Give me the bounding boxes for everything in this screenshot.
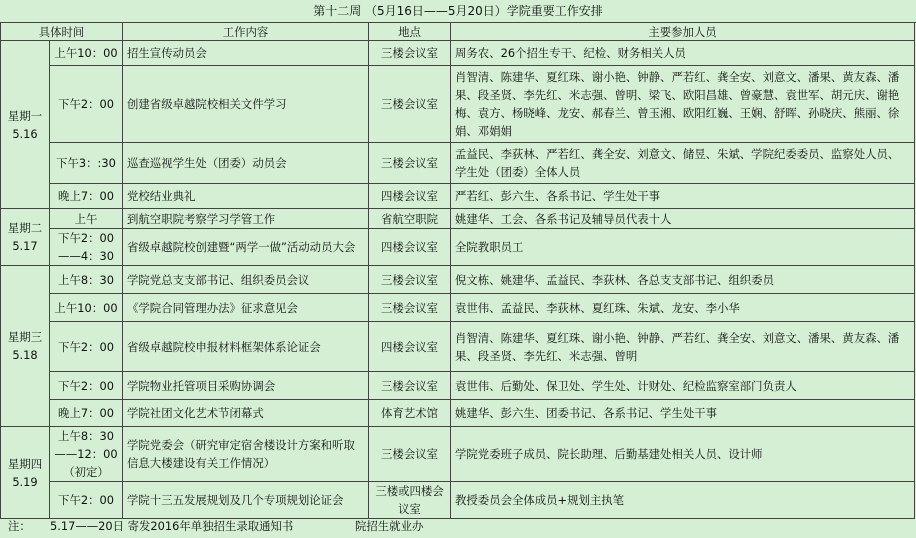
people-cell: 学院党委班子成员、院长助理、后勤基建处相关人员、设计师 [451, 427, 915, 482]
people-cell: 姚建华、工会、各系书记及辅导员代表十人 [451, 209, 915, 229]
time-cell: 上午8：30——12：00（初定） [50, 427, 123, 482]
time-cell: 上午10：00 [50, 294, 123, 322]
place-cell: 三楼会议室 [369, 427, 451, 482]
task-cell: 学院十三五发展规划及几个专项规划论证会 [123, 482, 369, 519]
day-label: 星期四 [7, 456, 43, 471]
table-row [1, 66, 915, 143]
task-cell: 《学院合同管理办法》征求意见会 [123, 294, 369, 322]
time-cell: 下午2：00 [50, 482, 123, 519]
task-cell: 创建省级卓越院校相关文件学习 [123, 66, 369, 143]
note-label: 注： [8, 519, 31, 533]
day-date: 5.18 [12, 348, 38, 362]
place-cell: 三楼会议室 [369, 41, 451, 66]
table-row [1, 184, 915, 209]
note-text: 5.17——20日 寄发2016年单独招生录取通知书 [50, 519, 294, 533]
time-cell: 晚上7：00 [50, 184, 123, 209]
table-row [1, 143, 915, 184]
people-cell: 肖智清、陈建华、夏红珠、谢小艳、钟静、严若红、龚全安、刘意文、潘果、黄友森、潘果、段圣贤、李先红、米志强、曾明 [451, 322, 915, 372]
time-cell: 下午2：00 [50, 66, 123, 143]
footer-note [8, 517, 908, 535]
header-task: 工作内容 [123, 23, 369, 41]
page-title: 第十二周 （5月16日——5月20日）学院重要工作安排 [0, 0, 916, 23]
table-row [1, 372, 915, 400]
time-cell: 上午 [50, 209, 123, 229]
place-cell: 三楼会议室 [369, 66, 451, 143]
table-row [1, 400, 915, 427]
table-row [1, 427, 915, 482]
task-cell: 省级卓越院校申报材料框架体系论证会 [123, 322, 369, 372]
place-cell: 四楼会议室 [369, 184, 451, 209]
people-cell: 严若红、彭六生、各系书记、学生处干事 [451, 184, 915, 209]
time-cell: 晚上7：00 [50, 400, 123, 427]
day-cell-thursday [1, 427, 50, 519]
place-cell: 四楼会议室 [369, 229, 451, 266]
place-cell: 三楼会议室 [369, 266, 451, 294]
time-cell: 上午8：30 [50, 266, 123, 294]
table-row [1, 294, 915, 322]
time-cell: 上午10：00 [50, 41, 123, 66]
header-time: 具体时间 [1, 23, 123, 41]
place-cell: 三楼或四楼会议室 [369, 482, 451, 519]
table-row [1, 229, 915, 266]
time-cell: 下午3：:30 [50, 143, 123, 184]
people-cell: 肖智清、陈建华、夏红珠、谢小艳、钟静、严若红、龚全安、刘意文、潘果、黄友森、潘果、段圣贤、李先红、米志强、曾明、梁飞、欧阳昌雄、曾豪慧、袁世军、胡元庆、谢艳梅、袁方、杨晓峰、龙安、郝春兰、曾玉湘、欧阳红巍、王娴、舒晖、孙晓庆、熊丽、徐娟、邓娟娟 [451, 66, 915, 143]
header-people: 主要参加人员 [451, 23, 915, 41]
people-cell: 孟益民、李荻林、严若红、龚全安、刘意文、储昱、朱斌、学院纪委委员、监察处人员、学生处（团委）全体人员 [451, 143, 915, 184]
people-cell: 姚建华、彭六生、团委书记、各系书记、学生处干事 [451, 400, 915, 427]
day-cell-wednesday [1, 266, 50, 427]
task-cell: 党校结业典礼 [123, 184, 369, 209]
task-cell: 省级卓越院校创建暨“两学一做”活动动员大会 [123, 229, 369, 266]
table-row [1, 209, 915, 229]
table-row [1, 41, 915, 66]
task-cell: 学院社团文化艺术节闭幕式 [123, 400, 369, 427]
place-cell: 体育艺术馆 [369, 400, 451, 427]
place-cell: 三楼会议室 [369, 372, 451, 400]
table-row [1, 482, 915, 519]
people-cell: 袁世伟、后勤处、保卫处、学生处、计财处、纪检监察室部门负责人 [451, 372, 915, 400]
people-cell: 教授委员会全体成员+规划主执笔 [451, 482, 915, 519]
task-cell: 学院党总支支部书记、组织委员会议 [123, 266, 369, 294]
schedule-table [0, 22, 915, 519]
day-cell-monday [1, 41, 50, 209]
time-cell: 下午2：00 [50, 372, 123, 400]
people-cell: 袁世伟、孟益民、李荻林、夏红珠、朱斌、龙安、李小华 [451, 294, 915, 322]
day-label: 星期一 [7, 108, 43, 123]
day-date: 5.16 [12, 126, 38, 141]
place-cell: 三楼会议室 [369, 143, 451, 184]
day-date: 5.17 [12, 239, 38, 253]
people-cell: 倪文栋、姚建华、孟益民、李荻林、各总支支部书记、组织委员 [451, 266, 915, 294]
task-cell: 巡查巡视学生处（团委）动员会 [123, 143, 369, 184]
day-label: 星期三 [7, 330, 43, 344]
table-row [1, 322, 915, 372]
place-cell: 省航空职院 [369, 209, 451, 229]
header-row [1, 23, 915, 41]
task-cell: 学院物业托管项目采购协调会 [123, 372, 369, 400]
people-cell: 周务农、26个招生专干、纪检、财务相关人员 [451, 41, 915, 66]
table-row [1, 266, 915, 294]
header-place: 地点 [369, 23, 451, 41]
task-cell: 招生宣传动员会 [123, 41, 369, 66]
time-cell: 下午2：00 [50, 322, 123, 372]
day-date: 5.19 [12, 474, 38, 489]
task-cell: 到航空职院考察学习学管工作 [123, 209, 369, 229]
task-cell: 学院党委会（研究审定宿舍楼设计方案和听取信息大楼建设有关工作情况） [123, 427, 369, 482]
note-dept: 院招生就业办 [355, 519, 424, 533]
people-cell: 全院教职员工 [451, 229, 915, 266]
time-cell: 下午2：00——4：30 [50, 229, 123, 266]
place-cell: 四楼会议室 [369, 322, 451, 372]
day-label: 星期二 [7, 221, 43, 235]
place-cell: 三楼会议室 [369, 294, 451, 322]
day-cell-tuesday [1, 209, 50, 266]
